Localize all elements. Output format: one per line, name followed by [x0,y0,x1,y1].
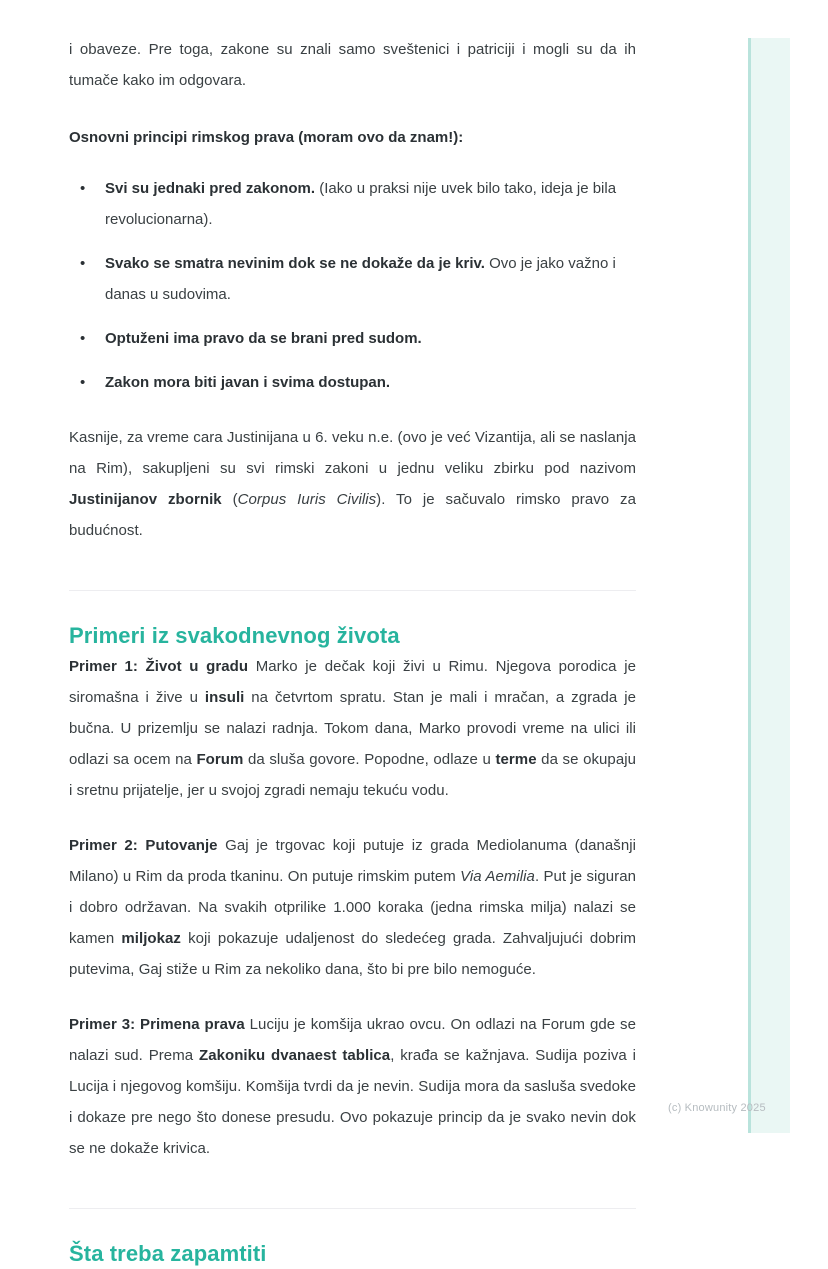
text-run-bold: Primer 3: Primena prava [69,1016,245,1033]
example-1-paragraph [69,651,636,806]
justinian-paragraph [69,422,636,546]
principles-list [69,173,636,398]
list-item-bold: Svako se smatra nevinim dok se ne dokaže da je kriv. [105,255,485,272]
text-run: da sluša govore. Popodne, odlaze u [243,751,496,768]
text-run: da se okupaju i sretnu prijatelje, jer u svojoj zgradi nemaju tekuću vodu. [69,751,636,799]
text-run-bold: Zakoniku dvanaest tablica [198,1047,391,1064]
text-run: Marko je dečak koji živi u Rimu. Njegova porodica je siromašna i žive u [69,658,636,706]
text-run: koji pokazuje udaljenost do sledećeg grada. Zahvaljujući dobrim putevima, Gaj stiže u Rim za nekoliko dana, što bi pre bilo nemoguće. [69,930,636,978]
text-run-italic: Corpus Iuris Civilis [237,491,377,508]
list-item-bold: Optuženi ima pravo da se brani pred sudom. [105,330,422,347]
list-item [80,367,636,398]
example-2-paragraph [69,830,636,985]
heading-sta-treba-zapamtiti: Šta treba zapamtiti [69,1241,267,1266]
example-3-paragraph [69,1009,636,1164]
section-divider [69,1208,636,1209]
footer-watermark: (c) Knowunity 2025 [668,1102,766,1114]
document-content [69,34,636,1269]
list-item [80,248,636,310]
list-item-bold: Svi su jednaki pred zakonom. [105,180,316,197]
list-item-rest: (Iako u praksi nije uvek bilo tako, ideja je bila revolucionarna). [105,180,617,228]
list-item [80,173,636,235]
text-run: ( [221,491,238,508]
text-run: Kasnije, za vreme cara Justinijana u 6. veku n.e. (ovo je već Vizantija, ali se naslanja na Rim), sakupljeni su svi rimski zakoni u jednu veliku zbirku pod nazivom [69,429,636,477]
section-divider [69,590,636,591]
text-run-bold: Justinijanov zbornik [69,491,222,508]
list-item-rest: Ovo je jako važno i danas u sudovima. [105,255,616,303]
text-run: Luciju je komšija ukrao ovcu. On odlazi na Forum gde se nalazi sud. Prema [69,1016,636,1064]
text-run: , krađa se kažnjava. Sudija poziva i Lucija i njegovog komšiju. Komšija tvrdi da je nevin. Sudija mora da sasluša svedoke i dokaze pre nego što donese presudu. Ovo pokazuje princip da je svako nevin dok se ne dokaže krivica. [69,1047,636,1157]
intro-paragraph: i obaveze. Pre toga, zakone su znali samo sveštenici i patriciji i mogli su da ih tumače kako im odgovara. [69,41,636,89]
text-run: ). To je sačuvalo rimsko pravo za budućnost. [69,491,636,539]
text-run-bold: terme [495,751,537,768]
text-run: . Put je siguran i dobro održavan. Na svakih otprilike 1.000 koraka (jedna rimska milja) nalazi se kamen [69,868,637,947]
heading-primeri-iz-svakodnevnog-zivota: Primeri iz svakodnevnog života [69,623,400,648]
decorative-side-panel [748,38,790,1133]
list-item [80,323,636,354]
text-run: na četvrtom spratu. Stan je mali i mračan, a zgrada je bučna. U prizemlju se nalazi radnja. Tokom dana, Marko provodi vreme na ulici ili odlazi sa ocem na [69,689,636,768]
text-run-bold: insuli [204,689,245,706]
text-run-bold: Forum [196,751,244,768]
text-run-italic: Via Aemilia [460,868,535,885]
principles-lead-in: Osnovni principi rimskog prava (moram ovo da znam!): [69,129,464,146]
text-run-bold: Primer 2: Putovanje [69,837,218,854]
text-run-bold: Primer 1: Život u gradu [69,658,249,675]
list-item-bold: Zakon mora biti javan i svima dostupan. [105,374,391,391]
text-run: Gaj je trgovac koji putuje iz grada Mediolanuma (današnji Milano) u Rim da proda tkaninu. On putuje rimskim putem [69,837,636,885]
text-run-bold: miljokaz [121,930,181,947]
